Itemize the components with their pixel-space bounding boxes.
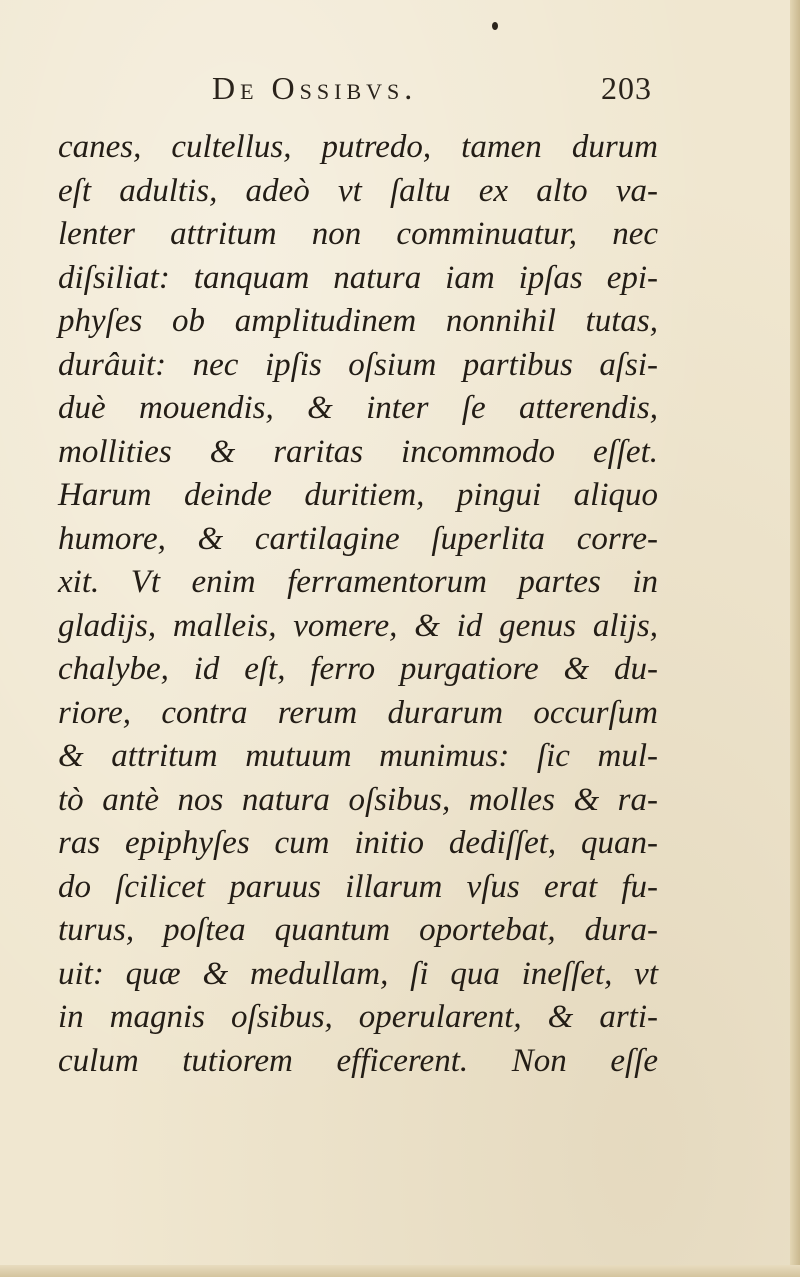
text-line: phyſes ob amplitudinem nonnihil tutas,	[58, 303, 658, 339]
body-text	[58, 126, 658, 1083]
text-line: duè mouendis, & inter ſe atterendis,	[58, 390, 658, 426]
text-line: turus, poſtea quantum oportebat, dura-	[58, 912, 658, 948]
text-line: culum tutiorem efficerent. Non eſſe	[58, 1042, 658, 1079]
text-line: ras epiphyſes cum initio dediſſet, quan-	[58, 825, 658, 861]
page-right-edge	[790, 0, 800, 1277]
text-line: gladijs, malleis, vomere, & id genus alijs,	[58, 607, 658, 644]
text-line: eſt adultis, adeò vt ſaltu ex alto va-	[58, 172, 658, 209]
text-line: mollities & raritas incommodo eſſet.	[58, 433, 658, 470]
text-line: chalybe, id eſt, ferro purgatiore & du-	[58, 651, 658, 687]
text-line: Harum deinde duritiem, pingui aliquo	[58, 477, 658, 513]
text-line: riore, contra rerum durarum occurſum	[58, 694, 658, 731]
text-line: canes, cultellus, putredo, tamen durum	[58, 129, 658, 165]
ink-speck	[492, 22, 498, 30]
page-number: 203	[601, 70, 652, 106]
text-line: tò antè nos natura oſsibus, molles & ra-	[58, 781, 658, 818]
page-bottom-edge	[0, 1265, 800, 1277]
text-line: diſsiliat: tanquam natura iam ipſas epi-	[58, 259, 658, 296]
page-header	[212, 70, 652, 118]
text-line: do ſcilicet paruus illarum vſus erat fu-	[58, 868, 658, 905]
text-line: & attritum mutuum munimus: ſic mul-	[58, 738, 658, 774]
text-line: humore, & cartilagine ſuperlita corre-	[58, 520, 658, 557]
text-line: xit. Vt enim ferramentorum partes in	[58, 564, 658, 600]
text-line: uit: quæ & medullam, ſi qua ineſſet, vt	[58, 955, 658, 992]
running-head: De Ossibvs.	[212, 70, 418, 106]
text-line: lenter attritum non comminuatur, nec	[58, 216, 658, 252]
text-line: in magnis oſsibus, operularent, & arti-	[58, 999, 658, 1035]
text-line: durâuit: nec ipſis oſsium partibus aſsi-	[58, 346, 658, 383]
